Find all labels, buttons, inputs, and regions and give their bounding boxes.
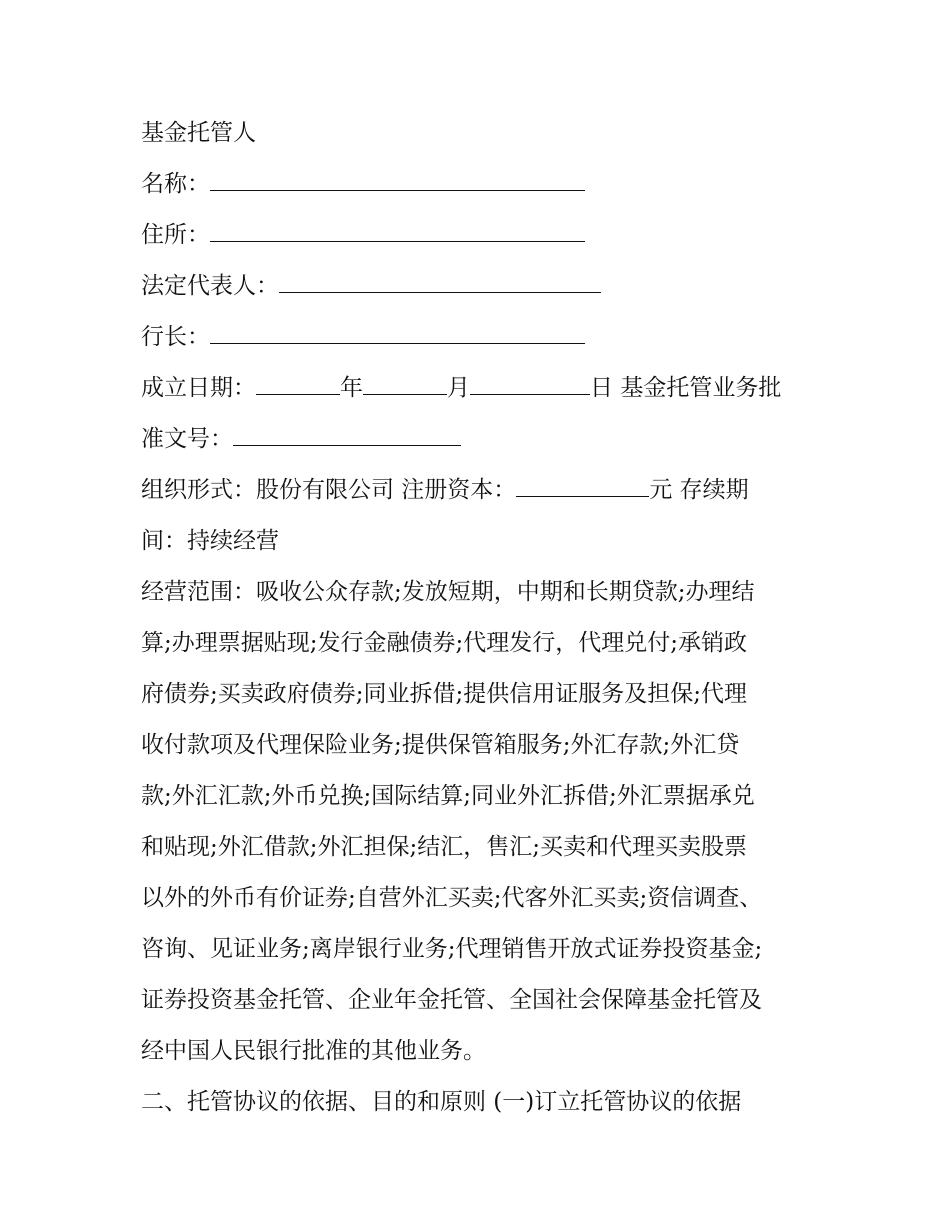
month-label: 月 bbox=[447, 375, 470, 401]
scope-line: 证券投资基金托管、企业年金托管、全国社会保障基金托管及 bbox=[141, 987, 762, 1013]
business-scope bbox=[141, 567, 821, 1077]
month-blank[interactable] bbox=[363, 368, 447, 395]
capital-blank[interactable] bbox=[516, 470, 649, 497]
duration-row: 间：持续经营 bbox=[141, 528, 279, 554]
address-row bbox=[141, 210, 821, 261]
established-label: 成立日期： bbox=[141, 375, 256, 401]
year-blank[interactable] bbox=[256, 368, 340, 395]
org-form-text: 组织形式：股份有限公司 注册资本： bbox=[141, 477, 517, 503]
approval-row bbox=[141, 414, 821, 465]
president-blank[interactable] bbox=[210, 317, 585, 344]
day-label: 日 bbox=[590, 375, 613, 401]
legal-rep-label: 法定代表人： bbox=[141, 273, 279, 299]
scope-line: 咨询、见证业务;离岸银行业务;代理销售开放式证券投资基金; bbox=[141, 936, 763, 962]
president-row bbox=[141, 312, 821, 363]
approval-label-a: 基金托管业务批 bbox=[620, 375, 782, 401]
address-blank[interactable] bbox=[210, 215, 585, 242]
approval-label-b: 准文号： bbox=[141, 426, 233, 452]
org-form-row bbox=[141, 465, 821, 516]
legal-rep-row bbox=[141, 261, 821, 312]
address-label: 住所： bbox=[141, 222, 210, 248]
legal-rep-blank[interactable] bbox=[279, 266, 601, 293]
document-page bbox=[141, 108, 821, 1128]
section-two-heading: 二、托管协议的依据、目的和原则 (一)订立托管协议的依据 bbox=[141, 1089, 742, 1115]
president-label: 行长： bbox=[141, 324, 210, 350]
scope-line: 以外的外币有价证券;自营外汇买卖;代客外汇买卖;资信调查、 bbox=[141, 885, 763, 911]
established-row bbox=[141, 363, 821, 414]
section-title: 基金托管人 bbox=[141, 120, 256, 146]
approval-blank[interactable] bbox=[233, 419, 461, 446]
year-label: 年 bbox=[340, 375, 363, 401]
name-row bbox=[141, 159, 821, 210]
scope-line: 经中国人民银行批准的其他业务。 bbox=[141, 1038, 486, 1064]
day-blank[interactable] bbox=[470, 368, 590, 395]
scope-line: 款;外汇汇款;外币兑换;国际结算;同业外汇拆借;外汇票据承兑 bbox=[141, 783, 755, 809]
scope-line: 和贴现;外汇借款;外汇担保;结汇，售汇;买卖和代理买卖股票 bbox=[141, 834, 747, 860]
name-label: 名称： bbox=[141, 171, 210, 197]
name-blank[interactable] bbox=[210, 164, 585, 191]
scope-line: 府债券;买卖政府债券;同业拆借;提供信用证服务及担保;代理 bbox=[141, 681, 747, 707]
scope-line: 经营范围：吸收公众存款;发放短期，中期和长期贷款;办理结 bbox=[141, 579, 755, 605]
capital-unit: 元 存续期 bbox=[649, 477, 749, 503]
scope-line: 算;办理票据贴现;发行金融债券;代理发行，代理兑付;承销政 bbox=[141, 630, 747, 656]
scope-line: 收付款项及代理保险业务;提供保管箱服务;外汇存款;外汇贷 bbox=[141, 732, 740, 758]
